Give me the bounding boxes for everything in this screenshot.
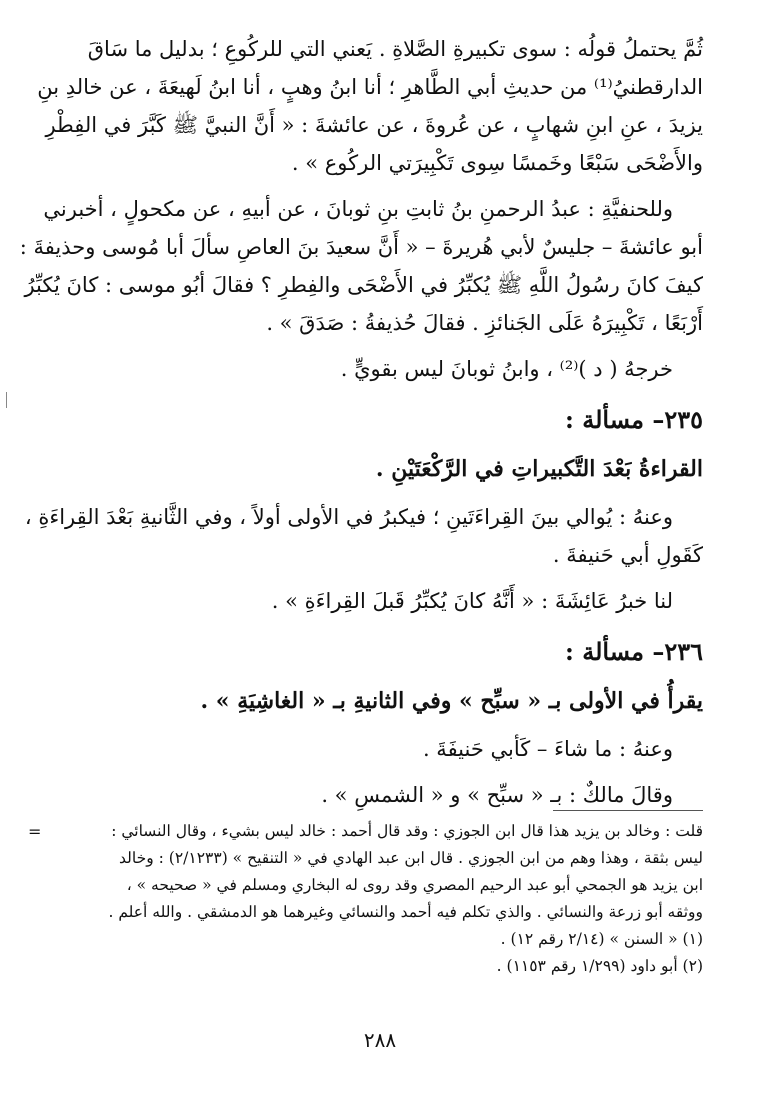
issue-236-heading: ٢٣٦– مسألة : — [565, 637, 703, 666]
text-line: خرجهُ ( د )⁽²⁾ ، وابنُ ثوبانَ ليس بقويٍّ . — [340, 357, 673, 381]
margin-mark — [6, 392, 7, 408]
text-line: الدارقطنيُ⁽¹⁾ من حديثِ أبي الطَّاهرِ ؛ أنا ابنُ وهبٍ ، أنا ابنُ لَهيعَةَ ، عن خالدِ بنِ — [37, 75, 703, 99]
page-number: ٢٨٨ — [363, 1028, 397, 1052]
footnote-line: ووثقه أبو زرعة والنسائي . والذي تكلم فيه أحمد والنسائي وغيرهما هو الدمشقي . والله أعلم . — [108, 903, 703, 921]
text-line: لنا خبرُ عَائِشَةَ : « أَنَّهُ كانَ يُكبِّرُ قَبلَ القِراءَةِ » . — [271, 589, 673, 613]
page-body — [19, 30, 703, 822]
text-line: أبو عائشةَ – جليسٌ لأبي هُريرةَ – « أَنَّ سعيدَ بنَ العاصِ سألَ أبا مُوسى وحذيفةَ : — [19, 235, 703, 259]
issue-236-title: يقرأُ في الأولى بـ « سبِّح » وفي الثانيةِ بـ « الغاشِيَةِ » . — [200, 688, 703, 714]
footnote-line: قلت : وخالد بن يزيد هذا قال ابن الجوزي : وقد قال أحمد : خالد ليس بشيء ، وقال النسائي : — [111, 822, 703, 840]
paragraph-1 — [37, 30, 703, 182]
paragraph-2 — [19, 190, 703, 342]
paragraph-3 — [48, 350, 703, 388]
footnote-1: (١) « السنن » (٢/١٤ رقم ١٢) . — [500, 930, 703, 948]
issue-236-paragraph-2 — [48, 776, 703, 814]
issue-235-paragraph-2 — [48, 582, 703, 620]
text-line: يزيدَ ، عنِ ابنِ شهابٍ ، عن عُروةَ ، عن عائشةَ : « أَنَّ النبيَّ ﷺ كَبَّرَ في الفِطْرِ — [45, 113, 703, 137]
issue-235-paragraph-1 — [24, 498, 703, 574]
text-line: وقالَ مالكٌ : بـ « سبِّح » و « الشمسِ » . — [321, 783, 673, 807]
issue-235-title: القراءةُ بَعْدَ التَّكبيراتِ في الرَّكْعَتَيْنِ . — [375, 456, 703, 482]
issue-235-heading: ٢٣٥– مسألة : — [565, 405, 703, 434]
text-line: وعنهُ : ما شاءَ – كَأبي حَنيفَةَ . — [422, 737, 673, 761]
text-line: أَرْبَعًا ، تَكْبِيرَهُ عَلَى الجَنائزِ . فقالَ حُذيفةُ : صَدَقَ » . — [266, 311, 703, 335]
text-line: وللحنفيَّةِ : عبدُ الرحمنِ بنُ ثابتِ بنِ ثوبانَ ، عن أبيهِ ، عن مكحولٍ ، أخبرني — [43, 197, 673, 221]
footnote-line: ابن يزيد هو الجمحي أبو عبد الرحيم المصري وقد روى له البخاري ومسلم في « صحيحه » ، — [126, 876, 703, 894]
text-line: وعنهُ : يُوالي بينَ القِراءَتَينِ ؛ فيكبرُ في الأولى أولاً ، وفي الثَّانيةِ بَعْدَ القِراءَةِ ، — [24, 505, 673, 529]
footnote-divider — [553, 810, 703, 811]
footnotes — [28, 818, 703, 980]
footnote-line: ليس بثقة ، وهذا وهم من ابن الجوزي . قال ابن عبد الهادي في « التنقيح » (٢/١٢٣٣) : وخالد — [119, 849, 703, 867]
text-line: ثُمَّ يحتملُ قولُه : سوى تكبيرةِ الصَّلاةِ . يَعني التي للركُوعِ ؛ بدليل ما سَاقَ — [87, 37, 703, 61]
issue-236-paragraph-1 — [48, 730, 703, 768]
footnote-continuation-mark: = — [28, 822, 42, 841]
text-line: كَقَولِ أبي حَنيفةَ . — [552, 543, 703, 567]
text-line: والأَضْحَى سَبْعًا وخَمسًا سِوى تَكْبِيرَتي الركُوع » . — [291, 151, 703, 175]
footnote-2: (٢) أبو داود (١/٢٩٩ رقم ١١٥٣) . — [496, 957, 703, 975]
text-line: كيفَ كانَ رسُولُ اللَّهِ ﷺ يُكبِّرُ في الأَضْحَى والفِطرِ ؟ فقالَ أبُو موسى : كانَ يُكبِّرُ — [24, 273, 703, 297]
